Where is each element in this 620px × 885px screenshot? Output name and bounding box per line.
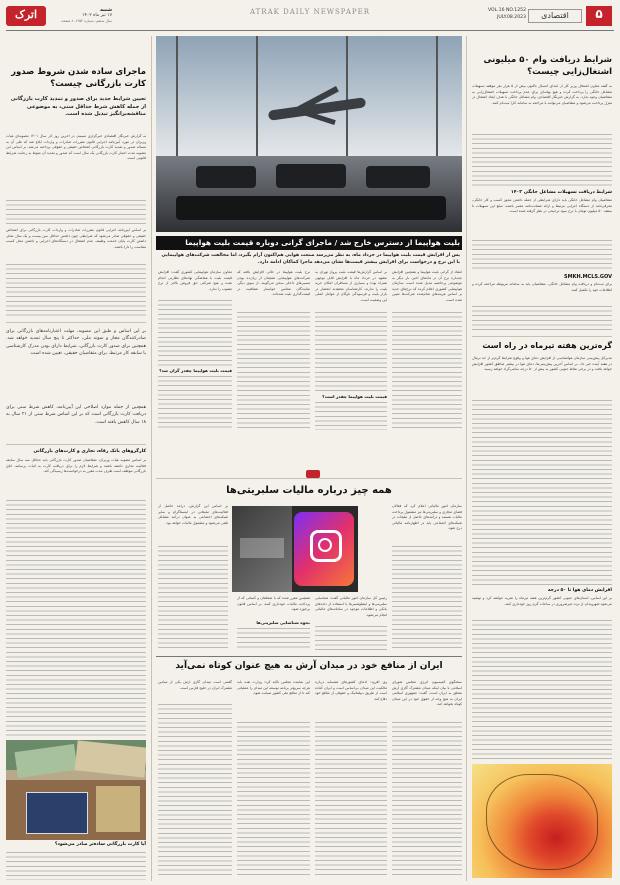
- center-bottom-col-4-lines: [158, 704, 232, 878]
- center-bottom-col-2-lines: [315, 722, 387, 878]
- left-note-lines: [6, 500, 146, 736]
- right-body-4: مدیرکل پیش‌بینی سازمان هواشناسی از افزایش دمای هوا و وقوع شرایط گرم‌تر از حد نرمال در هفته آینده خبر داد. بر اساس آخرین پیش‌بینی‌ها، دمای هوا در بیشتر مناطق کشور افزایش خواهد یافت و در برخی نقاط جنوبی کشور به بیش از ۵۰ درجه سانتی‌گراد خواهد رسید.: [472, 356, 612, 372]
- center-top-col-3: نرخ بلیت هواپیما در حالی افزایش یافته که شرکت‌های هواپیمایی همچنان از زیان‌ده بودن مسیرهای داخلی سخن می‌گویند. از سوی دیگر، نمایندگان مجلس خواستار شفافیت در قیمت‌گذاری بلیت شده‌اند.: [237, 270, 310, 297]
- left-note-body: بر اساس مصوبه هیات وزیران، متقاضیان صدور کارت بازرگانی باید حداقل سه سال سابقه فعالیت تجاری داشته باشند و شرایط لازم را برای دریافت کارت به اثبات برسانند. اتاق بازرگانی موظف است ظرف مدت مقرر به درخواست‌ها رسیدگی کند.: [6, 458, 146, 474]
- center-bottom-headline-bar: [156, 656, 462, 657]
- logo-text: اترک: [14, 8, 38, 21]
- center-mid-col-4: همچنین مقرر شده که با متخلفان و کسانی که از پرداخت مالیات خودداری کنند، بر اساس قانون برخورد شود.: [237, 596, 310, 612]
- right-body-lines-2: [472, 240, 612, 272]
- center-bottom-col-3: این نماینده مجلس تاکید کرد: وزارت نفت باید هرچه سریع‌تر برنامه توسعه این میدان را عملیاتی کند تا از منافع ملی کشور صیانت شود.: [237, 680, 310, 696]
- center-top-col-1-lines: [392, 312, 462, 430]
- center-top-col-2: بر اساس گزارش‌ها قیمت بلیت پرواز تهران به مشهد در خرداد ماه با افزایش قابل توجهی همراه بوده و بسیاری از مسافران امکان خرید بلیت را ندارند. کارشناسان معتقدند انحصار در بازار بلیت و فرسودگی ناوگان از عوامل اصلی این وضعیت است.: [315, 270, 387, 302]
- center-mid-col-4-lines: [237, 628, 310, 650]
- right-subhead-1: شرایط دریافت تسهیلات مشاغل خانگی ۱۴۰۲: [510, 190, 612, 195]
- masthead-date: ۱۷ تیر ماه ۱۴۰۲: [81, 13, 112, 18]
- weather-map: [472, 764, 612, 878]
- instagram-photo: [232, 506, 358, 592]
- left-box-text: بر این اساس و طبق این مصوبه، مهلت اعتبارنامه‌های بازرگانی برای صادرکنندگان مجاز و نمونه ملی، حداکثر تا پنج سال تمدید خواهد شد. همچنین برای صدور کارت بازرگانی، شرایط دارای بودن مدرک کارشناسی یا سابقه کار مرتبط، برای متقاضیان حقیقی، تعیین شده است.: [6, 329, 146, 357]
- banknotes-photo: [6, 740, 146, 840]
- center-mid-headline: همه چیز درباره مالیات سلبریتی‌ها: [226, 485, 392, 496]
- center-top-lead: پس از افزایش قیمت بلیت هواپیما در خرداد ماه، به نظر می‌رسد صنعت هوایی هم‌اکنون آرام بگیرد، اما مخالفت شرکت‌های هواپیمایی با این نرخ و درخواست برای افزایش بیشتر قیمت‌ها نشان می‌دهد ماجرا کماکان ادامه دارد.: [161, 253, 460, 265]
- right-body-5: بر این اساس، استان‌های جنوبی کشور گرم‌ترین هفته تیرماه را تجربه خواهند کرد و توصیه می‌شود شهروندان از تردد غیرضروری در ساعات گرم روز خودداری کنند.: [472, 596, 612, 606]
- center-top-col-4-lines-b: [158, 376, 232, 430]
- section-name: اقتصادی: [528, 9, 582, 23]
- column-divider-left: [151, 36, 152, 881]
- right-divider: [472, 336, 612, 337]
- left-headline: ماجرای ساده شدن شروط صدور کارت بازرگانی چیست؟: [11, 67, 146, 89]
- center-mid-col-2: بر اساس این گزارش، درآمد حاصل از فعالیت‌های تبلیغاتی در اینستاگرام و سایر شبکه‌های اجتماعی به عنوان درآمد مشاغل تلقی می‌شود و مشمول مالیات خواهد بود.: [158, 504, 228, 525]
- right-body-3: برای ثبت‌نام و دریافت وام مشاغل خانگی، متقاضیان باید به سامانه مربوطه مراجعه کرده و اطلاعات خود را تکمیل کنند.: [472, 282, 612, 292]
- left-body-lines-2: [6, 264, 146, 316]
- left-body-1: به گزارش خبرنگار اقتصادی خبرگزاری تسنیم، در آخرین روز آذر سال ۱۴۰۱ مصوبه‌ای هیات وزیران در مورد آیین‌نامه اجرایی قانون مقررات صادرات و واردات ابلاغ شد که طی آن به مساله صدور و تمدید کارت بازرگانی اشخاص حقیقی و حقوقی پرداخته می‌شد. بر اساس این مصوبه مدت اعتبار کارت بازرگانی یک سال است که صدور و تمدید آن منوط به رعایت شرایط قانونی است.: [6, 134, 146, 161]
- right-body-lines-5: [472, 620, 612, 760]
- masthead-center-title: ATRAK DAILY NEWSPAPER: [249, 8, 371, 16]
- right-body-2: متقاضیان وام مشاغل خانگی باید دارای شرایطی از جمله داشتن مجوز کسب و کار خانگی، معرفی‌نامه از دستگاه اجرایی مرتبط و ارائه ضمانت‌نامه معتبر باشند. مبلغ این تسهیلات تا سقف ۵۰ میلیون تومان با نرخ سود ترجیحی در نظر گرفته شده است.: [472, 198, 612, 214]
- center-top-subhead: قیمت بلیت هواپیما چقدر است؟: [322, 394, 387, 399]
- center-bottom-col-1-lines: [392, 722, 462, 878]
- center-mid-col-3: رئیس کل سازمان امور مالیاتی گفت: شناسایی سلبریتی‌ها و اینفلوئنسرها با استفاده از داده‌های بانکی و اطلاعات موجود در سامانه‌های مالیاتی انجام می‌شود.: [315, 596, 387, 617]
- left-lead: تعیین شرایط جدید برای صدور و تمدید کارت بازرگانی از جمله کاهش شرط حداقل سنی، به موضوعی مناقشه‌برانگیز تبدیل شده است.: [10, 96, 146, 118]
- page-number: ۵: [595, 7, 603, 21]
- center-mid-col-1-lines: [392, 546, 462, 650]
- center-mid-subhead: نحوه شناسایی سلبریتی‌ها: [256, 620, 310, 625]
- right-highlight: SMKH.MCLS.GOV: [564, 274, 612, 280]
- left-body-2: بر اساس آیین‌نامه اجرایی قانون مقررات صادرات و واردات کارت بازرگانی برای اشخاص حقیقی و حقوقی صادر می‌شود که شرایطی چون داشتن حداقل سن بیست و یک سال تمام، داشتن کارت پایان خدمت وظیفه، عدم اشتغال در دستگاه‌های اجرایی و داشتن محل کسب متناسب را دارا باشند.: [6, 228, 146, 249]
- center-mid-col-2-lines: [158, 546, 228, 650]
- center-top-headline: بلیت هواپیما از دسترس خارج شد / ماجرای گرانی دوباره قیمت بلیت هواپیما: [185, 238, 460, 247]
- center-bottom-col-2: وی افزود: ادعای کشورهای همسایه درباره مالکیت این میدان بی‌اساس است و ایران آماده است از طریق دیپلماتیک و حقوقی از منافع خود دفاع کند.: [315, 680, 387, 701]
- article-logo: [306, 470, 320, 478]
- right-body-lines-4: [472, 400, 612, 586]
- left-note-headline: کارگروهای بانک رفاه، تجاری و کارت‌های بازرگانی: [33, 449, 146, 454]
- center-bottom-headline: ایران از منافع خود در میدان آرش به هیچ عنوان کوتاه نمی‌آید: [175, 661, 443, 671]
- center-top-col-3-lines: [237, 312, 310, 430]
- airport-photo: [156, 36, 462, 232]
- center-mid-divider: [156, 478, 462, 479]
- center-bottom-col-4: گفتنی است میدان گازی آرش یکی از میادین مشترک ایران در خلیج فارس است.: [158, 680, 232, 690]
- left-body-lines-1: [6, 200, 146, 226]
- center-mid-col-1: سازمان امور مالیاتی اعلام کرد که فعالان فضای مجازی و سلبریتی‌ها نیز مشمول پرداخت مالیات هستند و درآمدهای حاصل از تبلیغات در شبکه‌های اجتماعی باید در اظهارنامه مالیاتی درج شود.: [392, 504, 462, 531]
- left-photo-caption: آیا کارت بازرگانی ساده‌تر صادر می‌شود؟: [54, 842, 146, 847]
- center-top-col-2-lines: [315, 312, 387, 392]
- left-divider-1: [6, 322, 146, 323]
- right-body: به گفته معاون اشتغال وزیر کار از ابتدای امسال تاکنون بیش از ۵ هزار نفر موفقه تسهیلات مشاغل خانگی را پرداخت کرده و هیچ بهانه‌ای برای عدم پرداخت تسهیلات اشتغال‌زایی به متقاضیان وجود ندارد. به گزارش خبرنگار اقتصادی، وام مشاغل خانگی با هدف ایجاد اشتغال در منزل پرداخت می‌شود و متقاضیان می‌توانند با مراجعه به سامانه کارا ثبت‌نام کنند.: [472, 84, 612, 105]
- left-caption-lines: [6, 852, 146, 880]
- right-headline-2: گره‌ترین هفته تیرماه در راه است: [482, 341, 612, 350]
- right-body-lines-3: [472, 306, 612, 332]
- center-bottom-col-1: سخنگوی کمیسیون انرژی مجلس شورای اسلامی با بیان اینکه میدان مشترک گازی آرش متعلق به ایران است، گفت: جمهوری اسلامی ایران به هیچ وجه از حقوق خود در این میدان کوتاه نخواهد آمد.: [392, 680, 462, 707]
- left-box-text-2: همچنین از جمله موارد اصلاحی این آیین‌نامه، کاهش شرط سنی برای دریافت کارت بازرگانی است که بر این اساس شرط سنی از ۲۱ سال به ۱۸ سال کاهش یافته است.: [6, 405, 146, 425]
- center-mid-col-3-lines: [315, 626, 387, 650]
- right-subhead-2: افزایش دمای هوا تا ۵۰ درجه: [547, 588, 612, 593]
- column-divider-right: [466, 36, 467, 881]
- masthead-day: شنبه: [99, 7, 112, 13]
- masthead-divider: [6, 30, 614, 31]
- masthead-vol: VOL.16 NO.1252: [487, 8, 526, 13]
- center-bottom-col-3-lines: [237, 722, 310, 878]
- masthead-date-en: JULY.08.2023: [497, 15, 526, 20]
- right-body-lines: [472, 134, 612, 188]
- center-top-col-4-lines: [158, 300, 232, 366]
- left-divider-2: [6, 444, 146, 445]
- masthead-issue: سال ششم، شماره ۱۲۵۲، ۸ صفحه: [61, 19, 112, 23]
- center-top-subhead-2: قیمت بلیت هواپیما چقدر گران شد؟: [159, 368, 232, 373]
- center-top-col-2-lines-b: [315, 402, 387, 430]
- center-top-col-1: انتقاد از گرانی بلیت هواپیما و همچنین افزایش چندباره نرخ آن در ماه‌های اخیر، بار دیگر به موضوعی پرحاشیه تبدیل شده است. سازمان هواپیمایی کشوری اعلام کرده که نرخ‌های جدید بر اساس هزینه‌های تمام‌شده شرکت‌ها تعیین شده است.: [392, 270, 462, 302]
- masthead: [0, 0, 620, 30]
- right-headline: شرایط دریافت وام ۵۰ میلیونی اشتغال‌زایی چیست؟: [483, 55, 612, 77]
- center-top-col-4: معاون سازمان هواپیمایی کشوری گفت: افزایش قیمت بلیت با هماهنگی نهادهای نظارتی انجام شده و هیچ شرکتی حق فروش بالاتر از نرخ مصوب را ندارد.: [158, 270, 232, 291]
